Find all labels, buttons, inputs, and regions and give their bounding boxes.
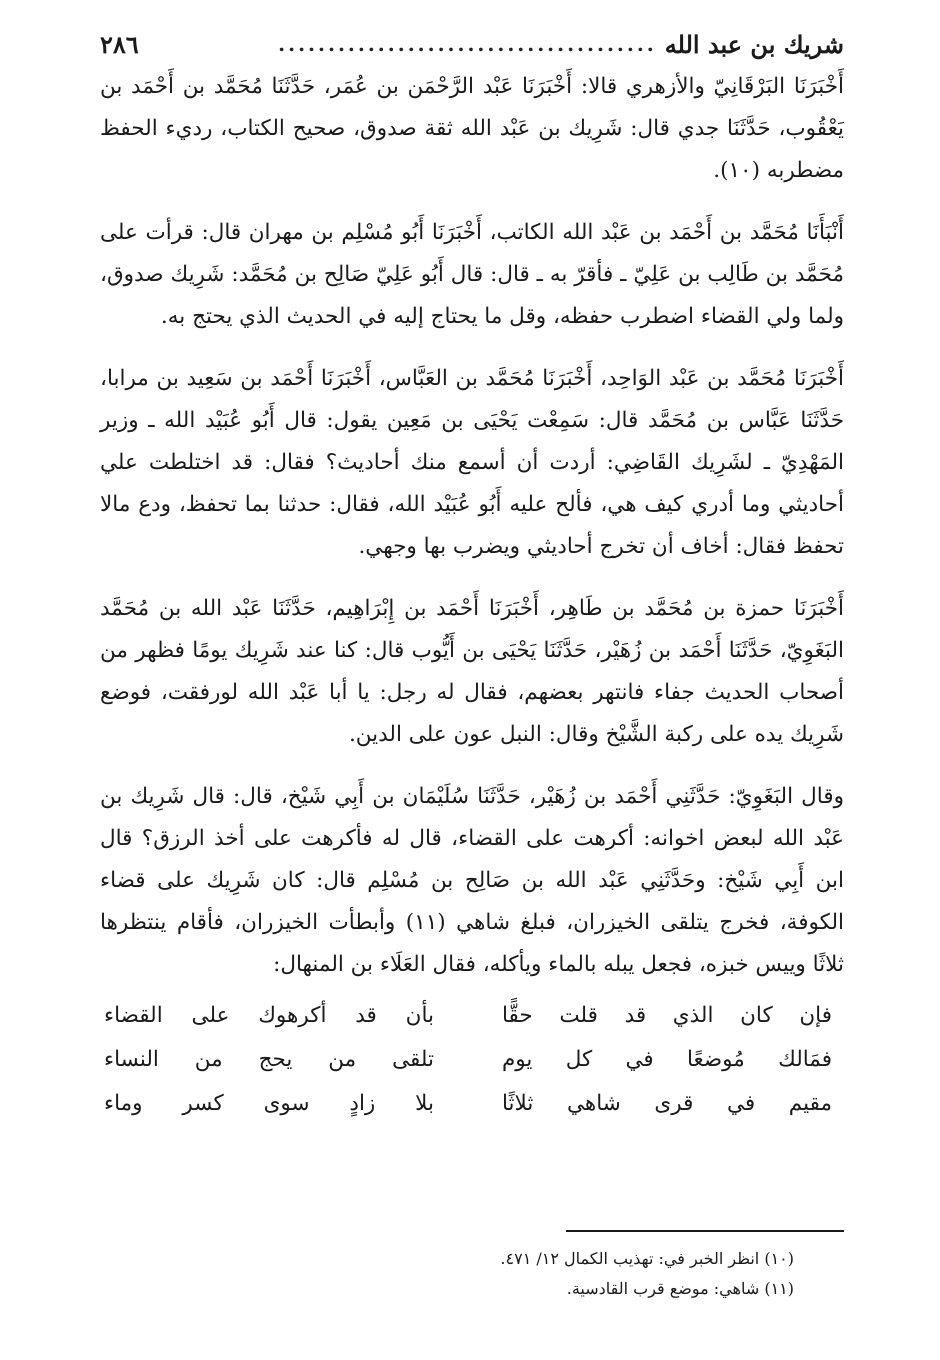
verse-line bbox=[100, 1082, 844, 1126]
page-header bbox=[100, 24, 844, 64]
verse-second-hemistich: بأن قد أكرهوك على القضاء bbox=[104, 1003, 434, 1028]
poem bbox=[100, 994, 844, 1126]
running-title: شريك بن عبد الله bbox=[664, 29, 844, 59]
verse-line bbox=[100, 1038, 844, 1082]
verse-first-hemistich: مقيم في قرى شاهي ثلاثًا bbox=[502, 1091, 832, 1116]
footnote-separator bbox=[566, 1230, 844, 1232]
paragraph-text: وقال البَغَوِيّ: حَدَّثَنِي أَحْمَد بن زُهَيْر، حَدَّثَنَا سُلَيْمَان بن أَبِي شَيْخ، قال: قال شَرِيك بن عَبْد الله لبعض اخوانه: أكرهت على القضاء، قال له فأكرهت على أخذ الرزق؟ قال ابن أَبِي شَيْخ: وحَدَّثَنِي عَبْد الله بن صَالِح بن مُسْلِم قال: كان شَرِيك على قضاء الكوفة، فخرج يتلقى الخيزران، فبلغ شاهي (١١) وأبطأت الخيزران، فأقام ينتظرها ثلاثًا وييس خبزه، فجعل يبله بالماء ويأكله، فقال العَلَاء بن المنهال: bbox=[100, 784, 844, 977]
leader-dots: ...................................... bbox=[278, 32, 657, 56]
verse-second-hemistich: بلا زادٍ سوى كسر وماء bbox=[104, 1091, 434, 1116]
paragraph-text: أَنْبَأَنَا مُحَمَّد بن أَحْمَد بن عَبْد الله الكاتب، أَخْبَرَنَا أَبُو مُسْلِم بن مهران قال: قرأت على مُحَمَّد بن طَالِب بن عَلِيّ ـ فأقرّ به ـ قال: قال أَبُو عَلِيّ صَالِح بن مُحَمَّد: شَرِيك صدوق، ولما ولي القضاء اضطرب حفظه، وقل ما يحتاج إليه في الحديث الذي يحتج به. bbox=[100, 220, 844, 329]
paragraph-4 bbox=[100, 588, 844, 756]
paragraph-text: أَخْبَرَنَا مُحَمَّد بن عَبْد الوَاحِد، أَخْبَرَنَا مُحَمَّد بن العَبَّاس، أَخْبَرَنَا أَحْمَد بن سَعِيد بن مرابا، حَدَّثَنَا عَبَّاس بن مُحَمَّد قال: سَمِعْت يَحْيَى بن مَعِين يقول: قال أَبُو عُبَيْد الله ـ وزير المَهْدِيّ ـ لشَرِيك القَاضِي: أردت أن أسمع منك أحاديث؟ فقال: قد اختلطت علي أحاديثي وما أدري كيف هي، فألح عليه أَبُو عُبَيْد الله، فقال: حدثنا بما تحفظ، ودع مالا تحفظ فقال: أخاف أن تخرج أحاديثي ويضرب بها وجهي. bbox=[100, 366, 844, 559]
page-body bbox=[100, 66, 844, 1126]
paragraph-5 bbox=[100, 776, 844, 986]
verse-first-hemistich: فإن كان الذي قد قلت حقًّا bbox=[502, 1003, 832, 1028]
paragraph-1 bbox=[100, 66, 844, 192]
paragraph-3 bbox=[100, 358, 844, 568]
footnote-11: (١١) شاهي: موضع قرب القادسية. bbox=[566, 1279, 794, 1298]
page-number: ٢٨٦ bbox=[100, 29, 139, 59]
paragraph-text: أَخْبَرَنَا البَرْقَانِيّ والأزهري قالا: أَخْبَرَنَا عَبْد الرَّحْمَن بن عُمَر، حَدَّثَنَا مُحَمَّد بن أَحْمَد بن يَعْقُوب، حَدَّثَنَا جدي قال: شَرِيك بن عَبْد الله ثقة صدوق، صحيح الكتاب، رديء الحفظ مضطربه (١٠). bbox=[100, 74, 844, 183]
footnote-10: (١٠) انظر الخبر في: تهذيب الكمال ١٢/ ٤٧١. bbox=[500, 1249, 794, 1268]
verse-first-hemistich: فمَالك مُوضعًا في كل يوم bbox=[502, 1047, 832, 1072]
verse-line bbox=[100, 994, 844, 1038]
paragraph-2 bbox=[100, 212, 844, 338]
paragraph-text: أَخْبَرَنَا حمزة بن مُحَمَّد بن طَاهِر، أَخْبَرَنَا أَحْمَد بن إِبْرَاهِيم، حَدَّثَنَا عَبْد الله بن مُحَمَّد البَغَوِيّ، حَدَّثَنَا أَحْمَد بن زُهَيْر، حَدَّثَنَا يَحْيَى بن أَيُّوب قال: كنا عند شَرِيك يومًا فظهر من أصحاب الحديث جفاء فانتهر بعضهم، فقال له رجل: يا أبا عَبْد الله لورفقت، فوضع شَرِيك يده على ركبة الشَّيْخ وقال: النبل عون على الدين. bbox=[100, 596, 844, 747]
footnotes bbox=[100, 1244, 844, 1304]
verse-second-hemistich: تلقى من يحج من النساء bbox=[104, 1047, 434, 1072]
